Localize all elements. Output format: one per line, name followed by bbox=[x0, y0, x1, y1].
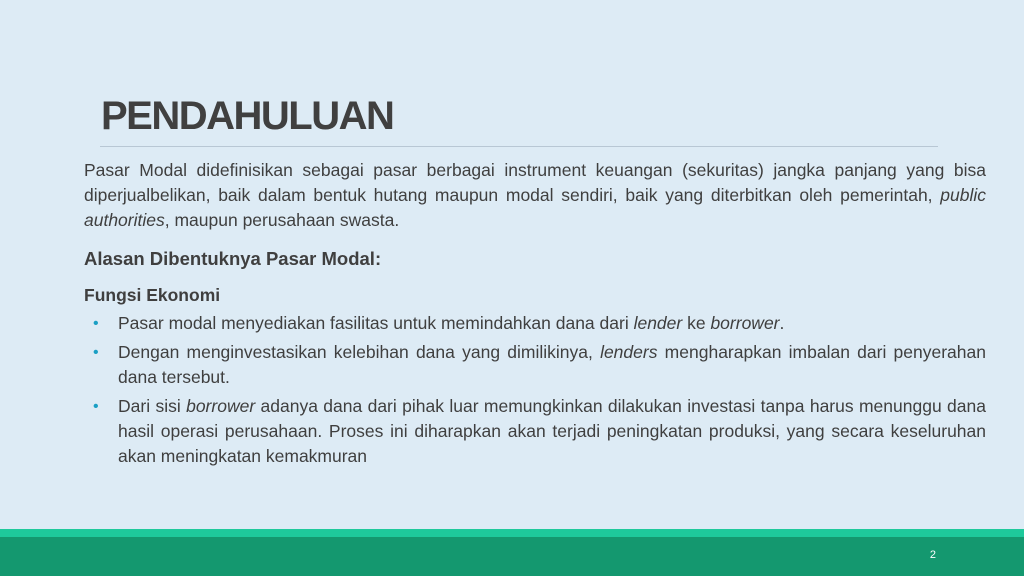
text-run: Dari sisi bbox=[118, 396, 187, 416]
bullet-item bbox=[84, 311, 986, 336]
footer-bar bbox=[0, 537, 1024, 576]
italic-term: borrower bbox=[186, 396, 256, 416]
title-divider bbox=[100, 146, 938, 147]
bullet-item bbox=[84, 394, 986, 469]
slide-body bbox=[84, 158, 986, 473]
italic-term: lender bbox=[633, 313, 683, 333]
section-subheading: Fungsi Ekonomi bbox=[84, 285, 221, 305]
bullet-list bbox=[84, 311, 986, 469]
bullet-dot-icon: • bbox=[93, 398, 99, 415]
italic-term: borrower bbox=[710, 313, 780, 333]
slide-title: PENDAHULUAN bbox=[101, 94, 394, 138]
bullet-dot-icon: • bbox=[93, 315, 99, 332]
text-run: ke bbox=[682, 313, 711, 333]
section-heading: Alasan Dibentuknya Pasar Modal: bbox=[84, 248, 382, 269]
italic-term: public authorities bbox=[84, 185, 986, 230]
bullet-item bbox=[84, 340, 986, 390]
text-run: . bbox=[779, 313, 785, 333]
text-run: adanya dana dari pihak luar memungkinkan dilakukan investasi tanpa harus menunggu dana hasil operasi perusahaan. Proses ini diharapkan akan terjadi peningkatan produksi, yang secara keseluruhan akan meningkatan kemakmuran bbox=[118, 396, 986, 466]
text-run: Pasar Modal didefinisikan sebagai pasar berbagai instrument keuangan (sekuritas) jangka panjang yang bisa diperjualbelikan, baik dalam bentuk hutang maupun modal sendiri, baik yang diterbitkan oleh pemerintah, bbox=[84, 160, 986, 205]
footer-accent-bar bbox=[0, 529, 1024, 537]
intro-paragraph bbox=[84, 158, 986, 233]
text-run: Pasar modal menyediakan fasilitas untuk memindahkan dana dari bbox=[118, 313, 634, 333]
bullet-dot-icon: • bbox=[93, 344, 99, 361]
text-run: Dengan menginvestasikan kelebihan dana yang dimilikinya, bbox=[118, 342, 601, 362]
text-run: mengharapkan imbalan dari penyerahan dana tersebut. bbox=[118, 342, 986, 387]
page-number: 2 bbox=[929, 549, 936, 561]
italic-term: lenders bbox=[600, 342, 658, 362]
text-run: , maupun perusahaan swasta. bbox=[164, 210, 400, 230]
